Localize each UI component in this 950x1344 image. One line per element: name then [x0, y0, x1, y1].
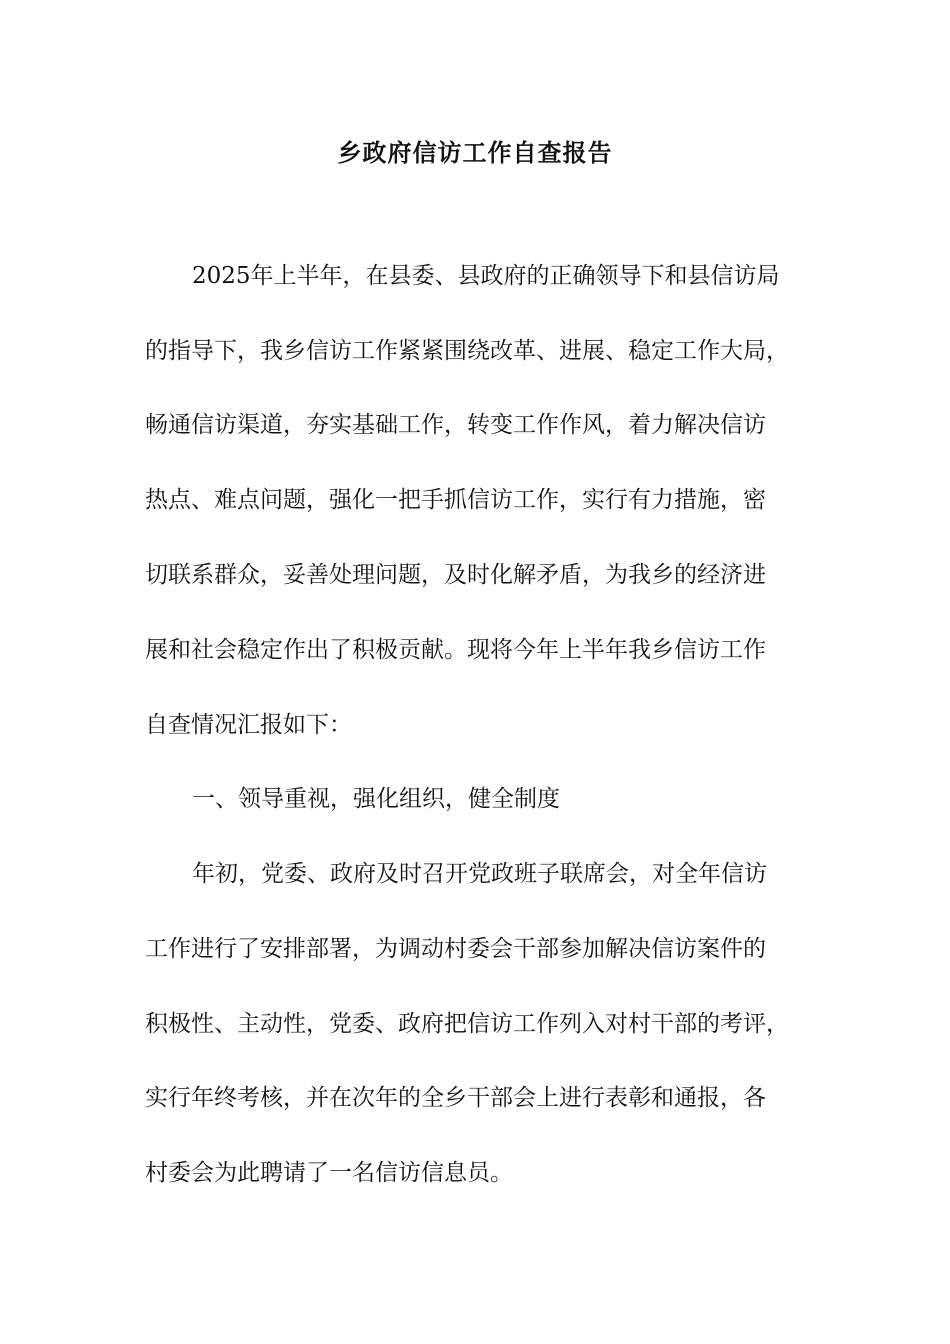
paragraph-line: 的指导下，我乡信访工作紧紧围绕改革、进展、稳定工作大局， [145, 338, 789, 364]
paragraph-line: 自查情况汇报如下： [145, 712, 352, 738]
paragraph-line: 工作进行了安排部署，为调动村委会干部参加解决信访案件的 [145, 936, 766, 962]
paragraph-line: 实行年终考核，并在次年的全乡干部会上进行表彰和通报，各 [145, 1085, 766, 1111]
paragraph-line: 2025年上半年，在县委、县政府的正确领导下和县信访局 [192, 263, 780, 289]
section-heading: 一、领导重视，强化组织，健全制度 [192, 786, 560, 812]
paragraph-line: 热点、难点问题，强化一把手抓信访工作，实行有力措施，密 [145, 487, 766, 513]
document-title: 乡政府信访工作自查报告 [337, 139, 613, 167]
paragraph-line: 村委会为此聘请了一名信访信息员。 [145, 1160, 513, 1186]
paragraph-line: 年初，党委、政府及时召开党政班子联席会，对全年信访 [192, 861, 767, 887]
paragraph-line: 展和社会稳定作出了积极贡献。现将今年上半年我乡信访工作 [145, 637, 766, 663]
paragraph-line: 切联系群众，妥善处理问题，及时化解矛盾，为我乡的经济进 [145, 562, 766, 588]
paragraph-line: 积极性、主动性，党委、政府把信访工作列入对村干部的考评， [145, 1011, 789, 1037]
paragraph-line: 畅通信访渠道，夯实基础工作，转变工作作风，着力解决信访 [145, 412, 766, 438]
